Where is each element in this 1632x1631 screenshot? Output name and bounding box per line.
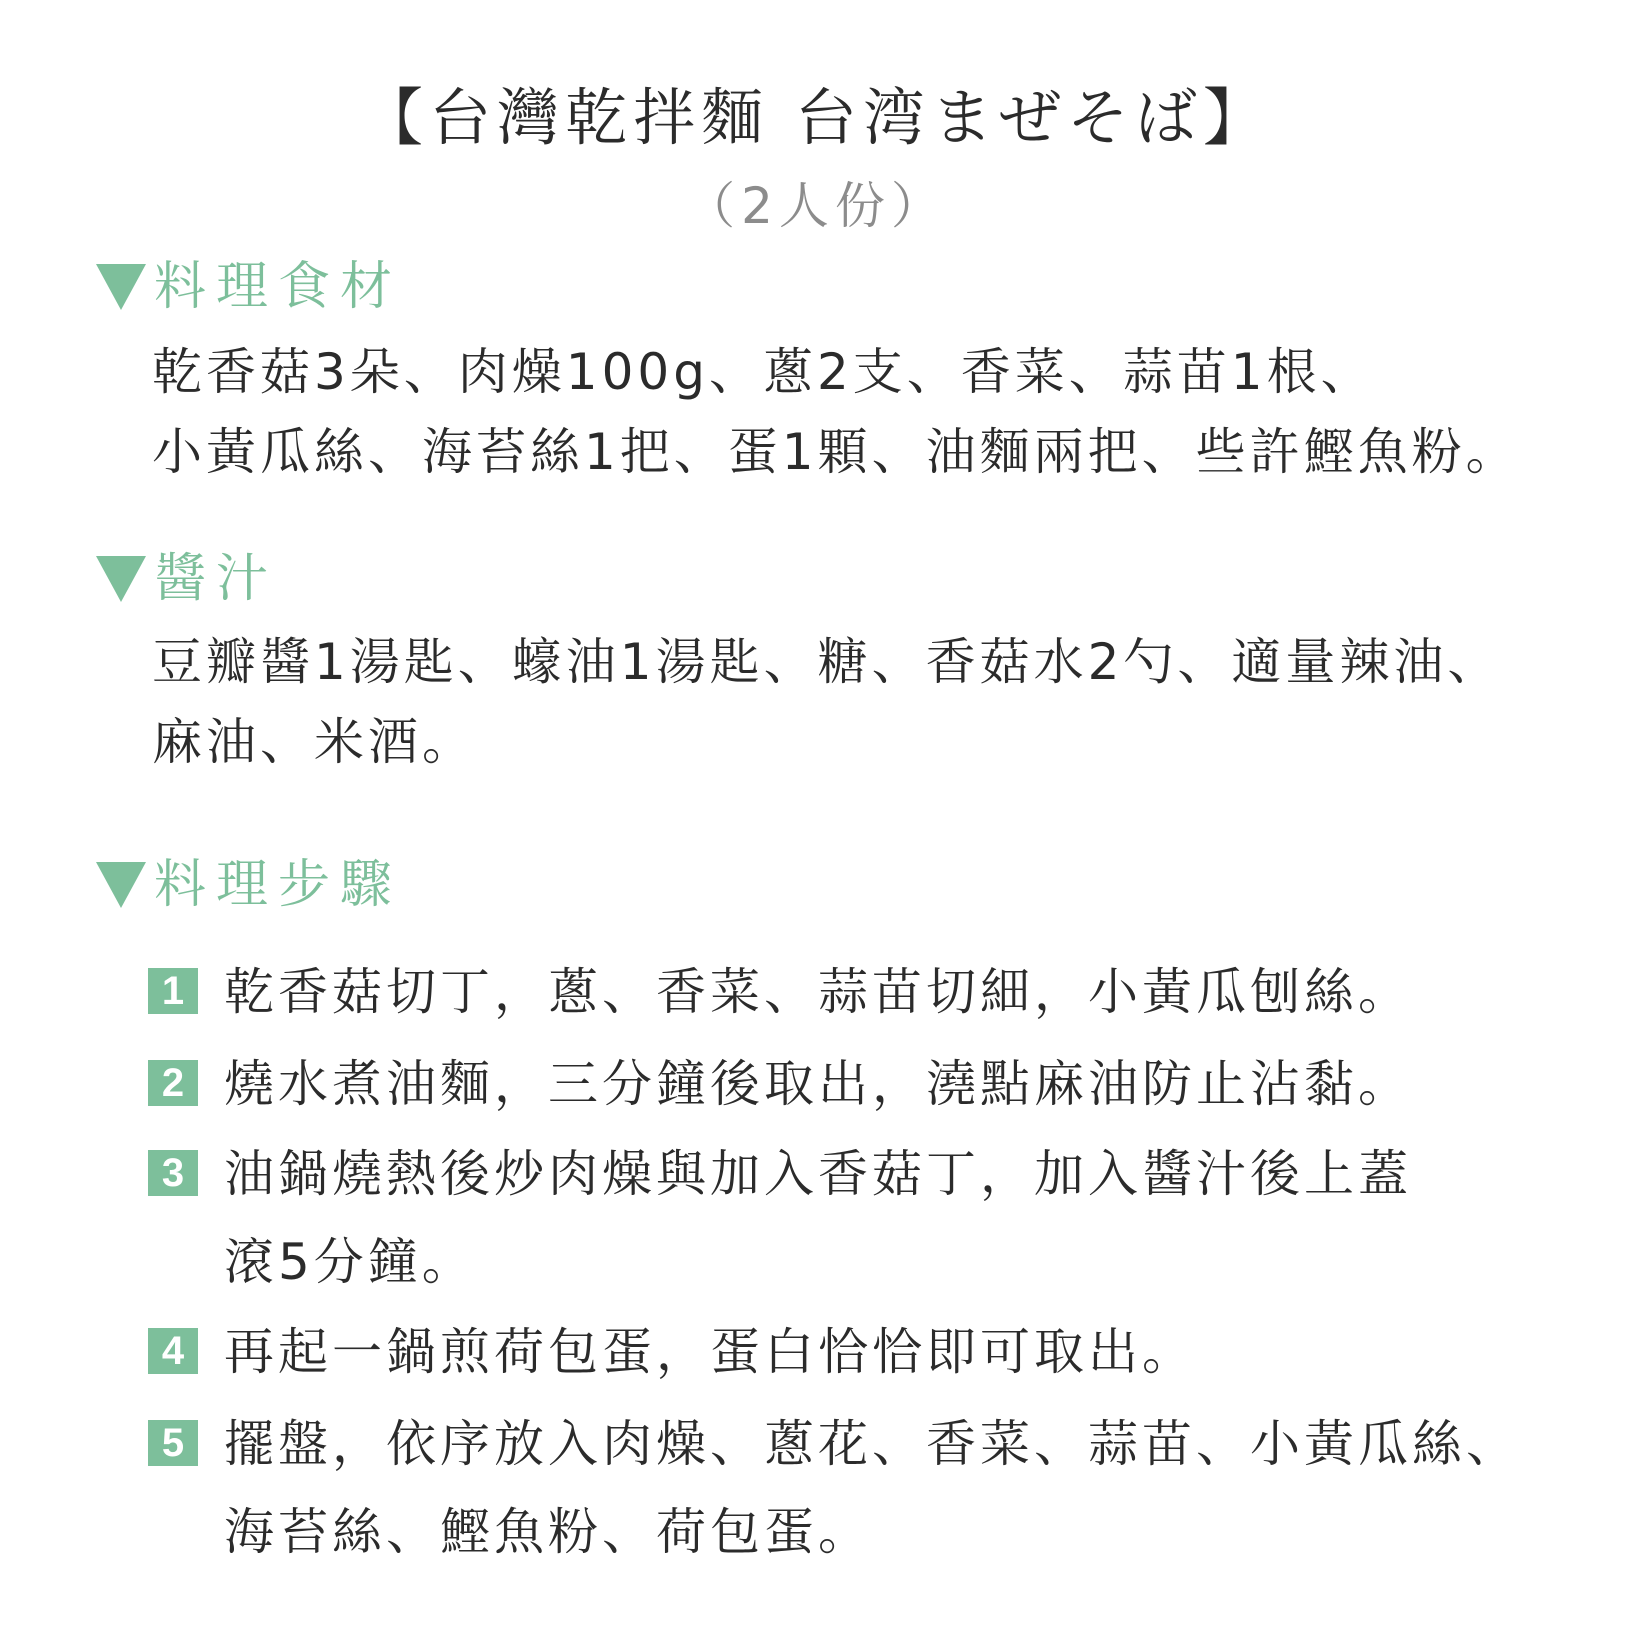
recipe-title: 【台灣乾拌麵 台湾まぜそば】 [361, 81, 1271, 154]
sauce-heading-label: 醬汁 [154, 549, 279, 609]
sauce-list [152, 622, 1572, 782]
step-number-badge: 3 [148, 1150, 198, 1196]
step-line: 油鍋燒熱後炒肉燥與加入香菇丁，加入醬汁後上蓋 [224, 1145, 1412, 1203]
step-text [224, 1400, 1574, 1576]
step-number-badge: 1 [148, 968, 198, 1014]
step-number-badge: 4 [148, 1328, 198, 1374]
servings-subtitle: （2人份） [685, 177, 947, 235]
step-text [224, 1308, 1574, 1396]
step-line: 乾香菇切丁，蔥、香菜、蒜苗切細，小黃瓜刨絲。 [224, 963, 1412, 1021]
steps-heading-label: 料理步驟 [154, 855, 403, 915]
step-line: 擺盤，依序放入肉燥、蔥花、香菜、蒜苗、小黃瓜絲、 [224, 1415, 1520, 1473]
ingredients-line: 小黃瓜絲、海苔絲1把、蛋1顆、油麵兩把、些許鰹魚粉。 [152, 423, 1520, 481]
step-number-badge: 2 [148, 1060, 198, 1106]
sauce-heading [96, 546, 278, 612]
triangle-down-icon [96, 862, 146, 908]
steps-heading [96, 852, 402, 918]
step-number-badge: 5 [148, 1420, 198, 1466]
ingredients-heading [96, 254, 402, 320]
sauce-line: 麻油、米酒。 [152, 713, 476, 771]
step-text [224, 1130, 1574, 1306]
step-text [224, 1040, 1574, 1128]
triangle-down-icon [96, 556, 146, 602]
ingredients-line: 乾香菇3朵、肉燥100g、蔥2支、香菜、蒜苗1根、 [152, 343, 1375, 401]
step-line: 再起一鍋煎荷包蛋，蛋白恰恰即可取出。 [224, 1323, 1196, 1381]
ingredients-list [152, 332, 1572, 492]
ingredients-heading-label: 料理食材 [154, 257, 403, 317]
triangle-down-icon [96, 264, 146, 310]
step-line: 海苔絲、鰹魚粉、荷包蛋。 [224, 1503, 872, 1561]
step-line: 滾5分鐘。 [224, 1233, 476, 1291]
sauce-line: 豆瓣醬1湯匙、蠔油1湯匙、糖、香菇水2勺、適量辣油、 [152, 633, 1502, 691]
step-line: 燒水煮油麵，三分鐘後取出，澆點麻油防止沾黏。 [224, 1055, 1412, 1113]
step-text [224, 948, 1574, 1036]
